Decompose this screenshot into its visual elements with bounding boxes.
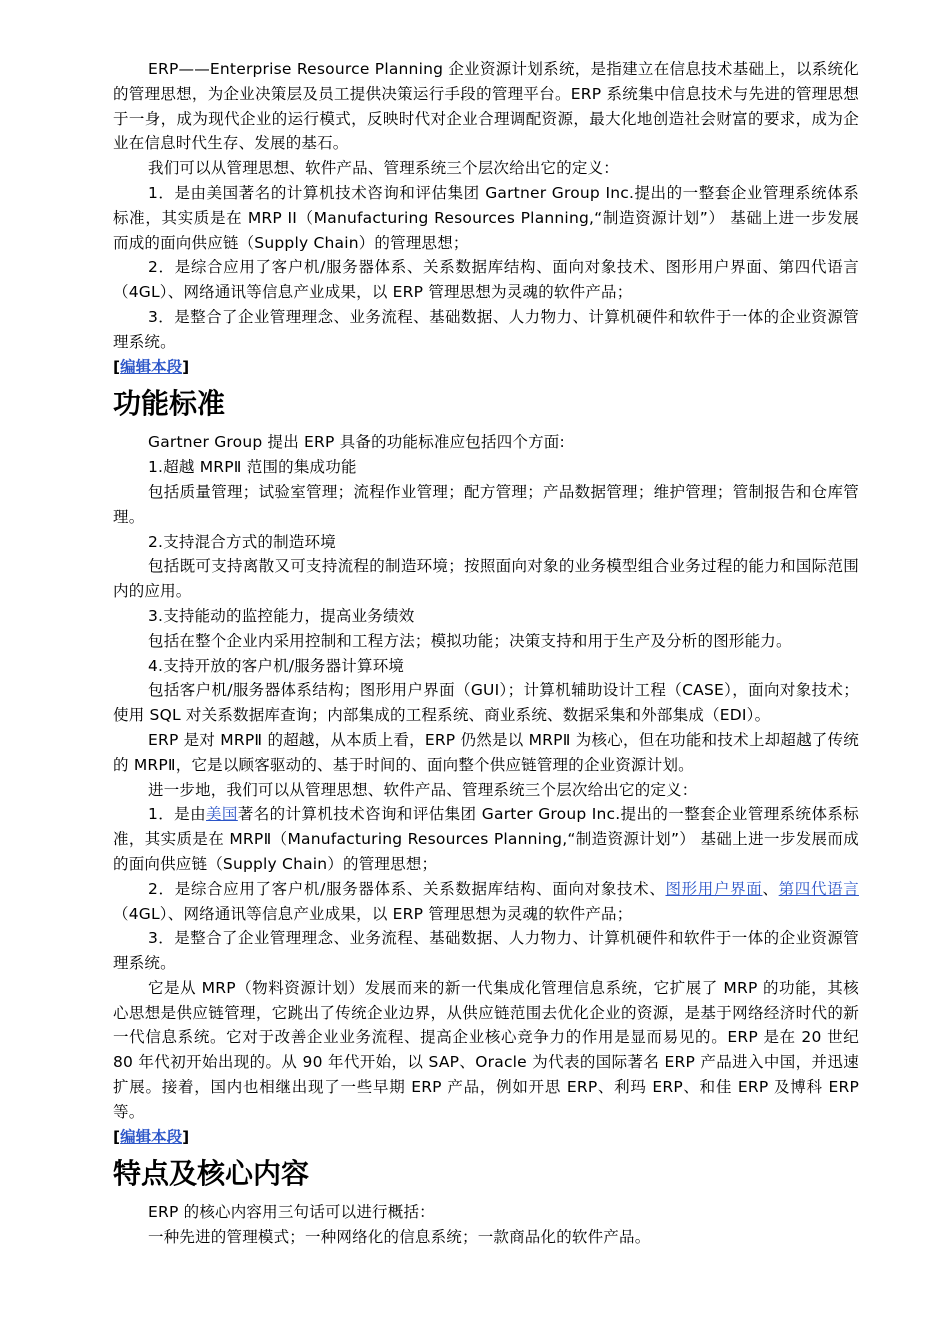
document-body <box>113 57 859 1250</box>
definition-paragraph-3: 3．是整合了企业管理理念、业务流程、基础数据、人力物力、计算机硬件和软件于一体的企业资源管理系统。 <box>113 929 859 973</box>
section-heading-features: 特点及核心内容 <box>113 1157 310 1191</box>
section-heading-function-standard: 功能标准 <box>113 387 226 421</box>
definition-paragraph-1 <box>113 802 859 876</box>
function-item-1-desc: 包括质量管理；试验室管理；流程作业管理；配方管理；产品数据管理；维护管理；管制报告和仓库管理。 <box>113 482 859 526</box>
text-span: （4GL）、网络通讯等信息产业成果，以 ERP 管理思想为灵魂的软件产品； <box>113 904 633 923</box>
edit-section-button[interactable]: 编辑本段 <box>120 1127 183 1146</box>
intro-definition-3: 3．是整合了企业管理理念、业务流程、基础数据、人力物力、计算机硬件和软件于一体的企业资源管理系统。 <box>113 307 859 351</box>
bracket-open: [ <box>113 357 121 376</box>
intro-definition-1: 1．是由美国著名的计算机技术咨询和评估集团 Gartner Group Inc.提出的一整套企业管理系统体系标准，其实质是在 MRP II（Manufacturing Resources Planning,“制造资源计划”） 基础上进一步发展而成的面向供应链（Supply Chain）的管理思想； <box>113 183 859 252</box>
text-span: 2．是综合应用了客户机/服务器体系、关系数据库结构、面向对象技术、 <box>148 879 666 898</box>
text-span: 、 <box>762 879 779 898</box>
function-intro: Gartner Group 提出 ERP 具备的功能标准应包括四个方面: <box>148 433 565 452</box>
intro-paragraph-1: ERP——Enterprise Resource Planning 企业资源计划系统，是指建立在信息技术基础上，以系统化的管理思想，为企业决策层及员工提供决策运行手段的管理平台。ERP 系统集中信息技术与先进的管理思想于一身，成为现代企业的运行模式，反映时代对企业合理调配资源，最大化地创造社会财富的要求，成为企业在信息时代生存、发展的基石。 <box>113 60 859 153</box>
text-span: 著名的计算机技术咨询和评估集团 Garter Group Inc.提出的一整套企业管理系统体系标准，其实质是在 MRPⅡ（Manufacturing Resources Planning,“制造资源计划”） 基础上进一步发展而成的面向供应链（Supply Chain）的管理思想； <box>113 805 859 873</box>
bracket-close: ] <box>182 1127 190 1146</box>
definition-intro-paragraph: 进一步地，我们可以从管理思想、软件产品、管理系统三个层次给出它的定义： <box>148 780 698 799</box>
bracket-open: [ <box>113 1127 121 1146</box>
function-item-3-desc: 包括在整个企业内采用控制和工程方法；模拟功能；决策支持和用于生产及分析的图形能力。 <box>148 631 792 650</box>
function-item-1-title: 1.超越 MRPⅡ 范围的集成功能 <box>148 458 357 477</box>
function-item-2-title: 2.支持混合方式的制造环境 <box>148 532 336 551</box>
core-content-summary: 一种先进的管理模式；一种网络化的信息系统；一款商品化的软件产品。 <box>148 1228 651 1247</box>
erp-vs-mrp-paragraph: ERP 是对 MRPⅡ 的超越，从本质上看，ERP 仍然是以 MRPⅡ 为核心，但在功能和技术上却超越了传统的 MRPⅡ，它是以顾客驱动的、基于时间的、面向整个供应链管理的企业资源计划。 <box>113 730 859 774</box>
link-gui[interactable]: 图形用户界面 <box>665 879 763 898</box>
definition-paragraph-2 <box>113 877 859 927</box>
edit-section-link-1 <box>113 355 859 380</box>
text-span: 1．是由 <box>148 805 206 824</box>
intro-definition-2: 2．是综合应用了客户机/服务器体系、关系数据库结构、面向对象技术、图形用户界面、第四代语言（4GL）、网络通讯等信息产业成果，以 ERP 管理思想为灵魂的软件产品； <box>113 258 859 302</box>
link-usa[interactable]: 美国 <box>206 805 238 824</box>
bracket-close: ] <box>182 357 190 376</box>
intro-paragraph-2: 我们可以从管理思想、软件产品、管理系统三个层次给出它的定义： <box>148 159 620 178</box>
erp-history-paragraph: 它是从 MRP（物料资源计划）发展而来的新一代集成化管理信息系统，它扩展了 MRP 的功能，其核心思想是供应链管理，它跳出了传统企业边界，从供应链范围去优化企业的资源，是基于网络经济时代的新一代信息系统。它对于改善企业业务流程、提高企业核心竞争力的作用是显而易见的。ERP 是在 20 世纪 80 年代初开始出现的。从 90 年代开始，以 SAP、Oracle 为代表的国际著名 ERP 产品进入中国，并迅速扩展。接着，国内也相继出现了一些早期 ERP 产品，例如开思 ERP、利玛 ERP、和佳 ERP 及博科 ERP 等。 <box>113 978 859 1121</box>
core-content-intro: ERP 的核心内容用三句话可以进行概括： <box>148 1203 435 1222</box>
function-item-3-title: 3.支持能动的监控能力，提高业务绩效 <box>148 606 415 625</box>
function-item-2-desc: 包括既可支持离散又可支持流程的制造环境；按照面向对象的业务模型组合业务过程的能力和国际范围内的应用。 <box>113 557 859 601</box>
function-item-4-title: 4.支持开放的客户机/服务器计算环境 <box>148 656 405 675</box>
function-item-4-desc: 包括客户机/服务器体系结构；图形用户界面（GUI）；计算机辅助设计工程（CASE），面向对象技术；使用 SQL 对关系数据库查询；内部集成的工程系统、商业系统、数据采集和外部集成（EDI）。 <box>113 681 859 725</box>
link-4gl[interactable]: 第四代语言 <box>778 879 859 898</box>
edit-section-link-2 <box>113 1125 859 1150</box>
edit-section-button[interactable]: 编辑本段 <box>120 357 183 376</box>
